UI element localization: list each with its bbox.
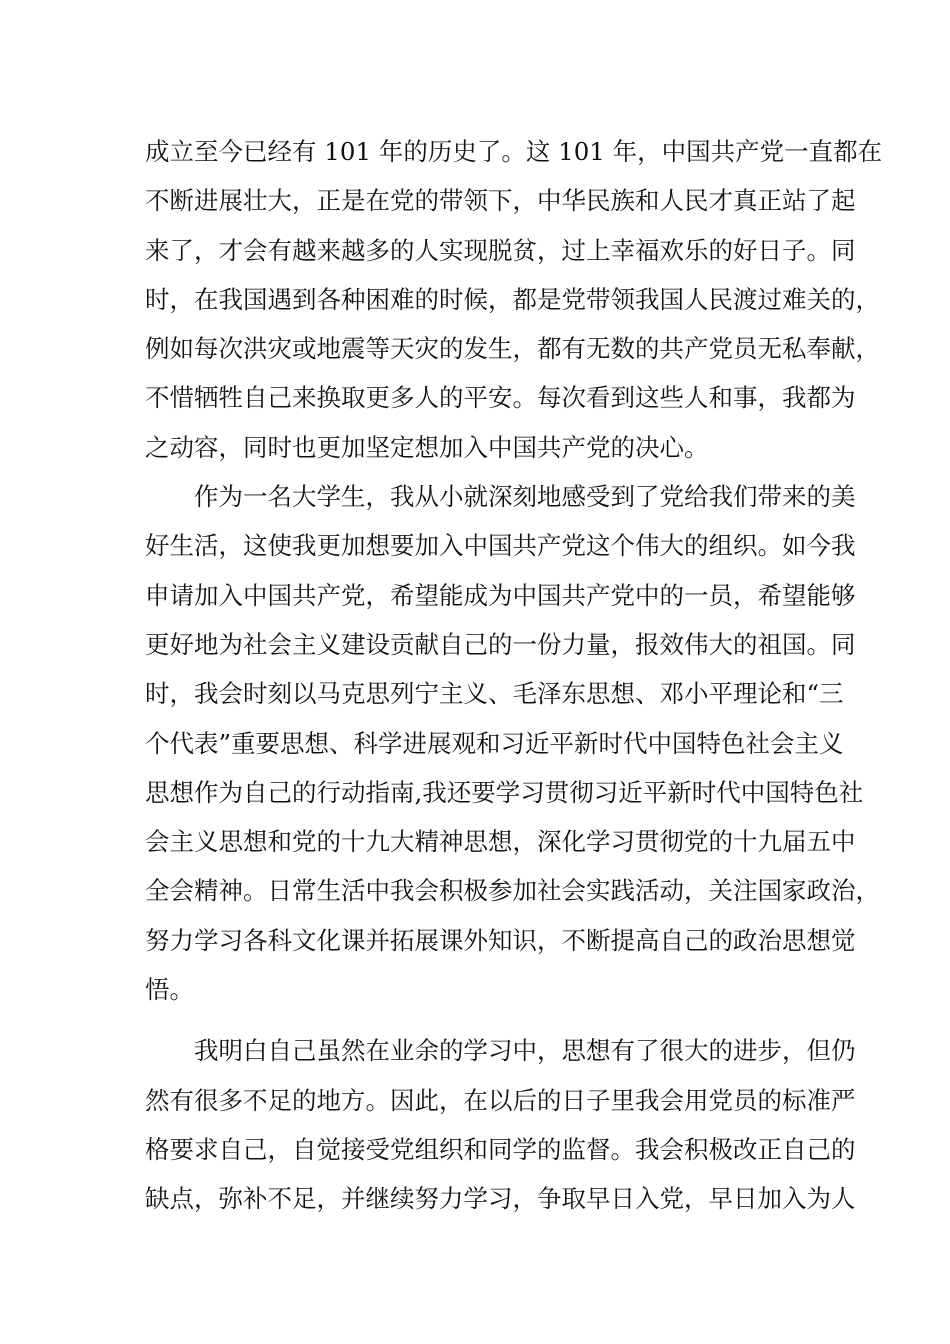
text-line: 时，在我国遇到各种困难的时候，都是党带领我国人民渡过难关的， xyxy=(145,284,880,314)
text-line: 成立至今已经有 101 年的历史了。这 101 年，中国共产党一直都在 xyxy=(145,137,883,166)
paragraph-2 xyxy=(145,472,880,1014)
text-line: 格要求自己，自觉接受党组织和同学的监督。我会积极改正自己的 xyxy=(145,1134,856,1164)
text-line: 更好地为社会主义建设贡献自己的一份力量，报效伟大的祖国。同 xyxy=(145,629,856,659)
text-line: 例如每次洪灾或地震等天灾的发生，都有无数的共产党员无私奉献， xyxy=(145,334,880,364)
text-line: 不惜牺牲自己来换取更多人的平安。每次看到这些人和事，我都为 xyxy=(145,383,856,413)
text-line: 来了，才会有越来越多的人实现脱贫，过上幸福欢乐的好日子。同 xyxy=(145,235,856,265)
text-line: 然有很多不足的地方。因此，在以后的日子里我会用党员的标准严 xyxy=(145,1085,856,1115)
text-line: 思想作为自己的行动指南,我还要学习贯彻习近平新时代中国特色社 xyxy=(145,777,864,807)
paragraph-3 xyxy=(145,1026,856,1223)
text-line: 好生活，这使我更加想要加入中国共产党这个伟大的组织。如今我 xyxy=(145,531,856,561)
text-line: 不断进展壮大，正是在党的带领下，中华民族和人民才真正站了起 xyxy=(145,186,856,216)
text-line: 努力学习各科文化课并拓展课外知识，不断提高自己的政治思想觉 xyxy=(145,925,856,955)
text-line: 缺点，弥补不足，并继续努力学习，争取早日入党，早日加入为人 xyxy=(145,1184,856,1214)
text-line: 个代表”重要思想、科学进展观和习近平新时代中国特色社会主义 xyxy=(145,728,844,758)
text-line: 时，我会时刻以马克思列宁主义、毛泽东思想、邓小平理论和“三 xyxy=(145,679,844,709)
text-line: 我明白自己虽然在业余的学习中，思想有了很大的进步，但仍 xyxy=(145,1036,856,1066)
body-text xyxy=(145,127,883,1224)
paragraph-spacing xyxy=(145,1014,810,1026)
text-line: 之动容，同时也更加坚定想加入中国共产党的决心。 xyxy=(145,432,709,462)
text-line: 全会精神。日常生活中我会积极参加社会实践活动，关注国家政治， xyxy=(145,876,880,906)
text-line: 会主义思想和党的十九大精神思想，深化学习贯彻党的十九届五中 xyxy=(145,827,856,857)
text-line: 作为一名大学生，我从小就深刻地感受到了党给我们带来的美 xyxy=(145,482,856,512)
paragraph-1 xyxy=(145,127,883,472)
text-line: 悟。 xyxy=(145,975,194,1005)
text-line: 申请加入中国共产党，希望能成为中国共产党中的一员，希望能够 xyxy=(145,580,856,610)
